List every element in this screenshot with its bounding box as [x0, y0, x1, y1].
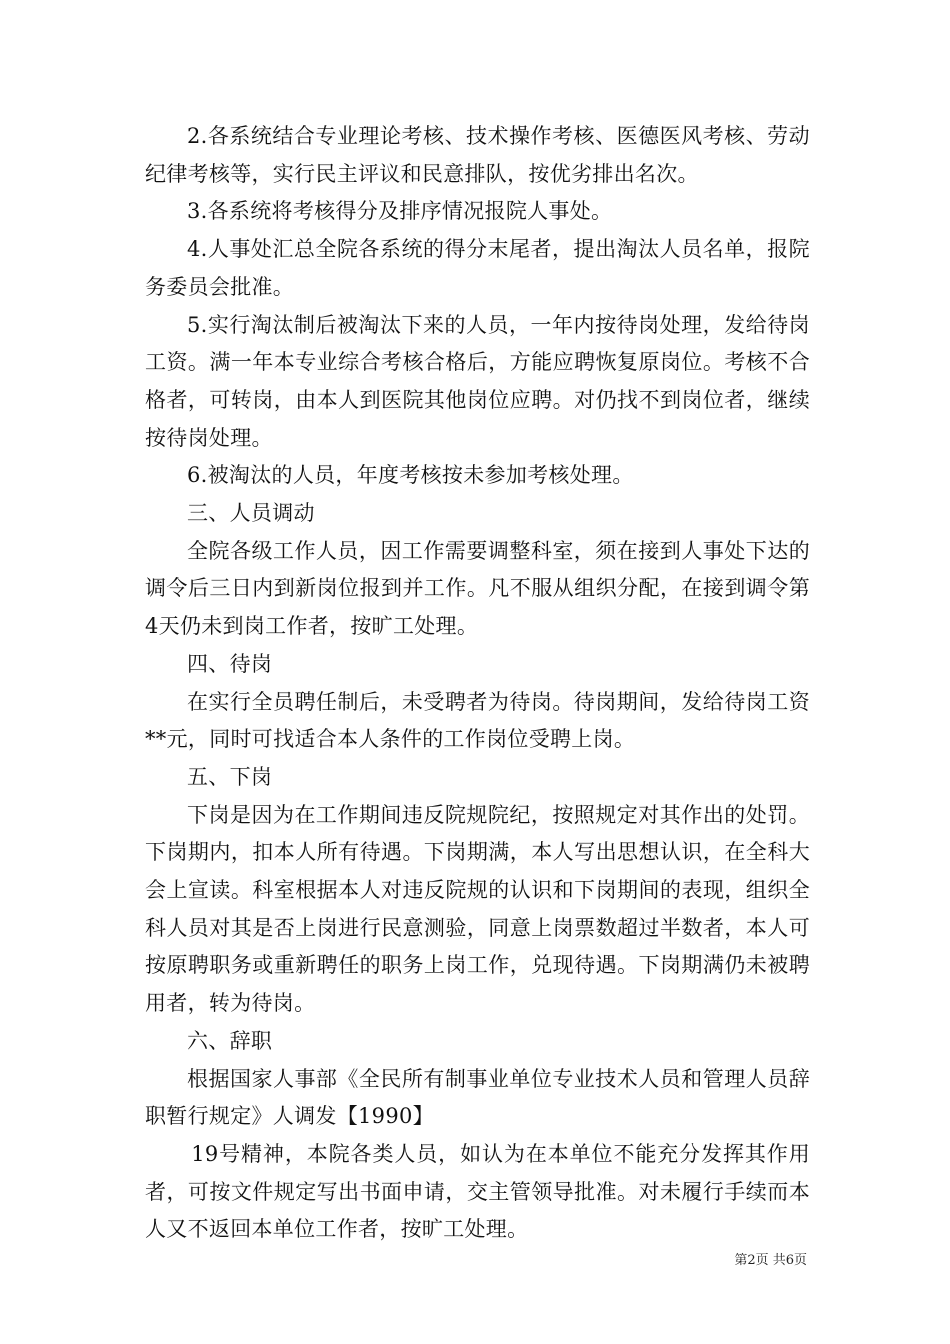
section-heading-resignation: 六、辞职	[187, 1028, 273, 1053]
paragraph-item-3: 3.各系统将考核得分及排序情况报院人事处。	[187, 199, 613, 224]
section-heading-suspension: 五、下岗	[187, 764, 273, 789]
paragraph-item-2: 2.各系统结合专业理论考核、技术操作考核、医德医风考核、劳动纪律考核等，实行民主评议和民意排队，按优劣排出名次。	[145, 124, 810, 186]
paragraph-item-4: 4.人事处汇总全院各系统的得分末尾者，提出淘汰人员名单，报院务委员会批准。	[145, 237, 810, 299]
paragraph-item-6: 6.被淘汰的人员，年度考核按未参加考核处理。	[187, 463, 634, 488]
document-body	[145, 118, 810, 1249]
paragraph-item-5: 5.实行淘汰制后被淘汰下来的人员，一年内按待岗处理，发给待岗工资。满一年本专业综合考核合格后，方能应聘恢复原岗位。考核不合格者，可转岗，由本人到医院其他岗位应聘。对仍找不到岗位者，继续按待岗处理。	[145, 312, 810, 450]
page-number: 第2页 共6页	[734, 1253, 807, 1268]
section-heading-standby: 四、待岗	[187, 651, 273, 676]
paragraph-suspension: 下岗是因为在工作期间违反院规院纪，按照规定对其作出的处罚。下岗期内，扣本人所有待遇。下岗期满，本人写出思想认识，在全科大会上宣读。科室根据本人对违反院规的认识和下岗期间的表现，组织全科人员对其是否上岗进行民意测验，同意上岗票数超过半数者，本人可按原聘职务或重新聘任的职务上岗工作，兑现待遇。下岗期满仍未被聘用者，转为待岗。	[145, 802, 810, 1016]
paragraph-transfer: 全院各级工作人员，因工作需要调整科室，须在接到人事处下达的调令后三日内到新岗位报到并工作。凡不服从组织分配，在接到调令第4天仍未到岗工作者，按旷工处理。	[145, 538, 810, 639]
paragraph-standby: 在实行全员聘任制后，未受聘者为待岗。待岗期间，发给待岗工资**元，同时可找适合本人条件的工作岗位受聘上岗。	[145, 689, 810, 752]
paragraph-resignation-detail: 19号精神，本院各类人员，如认为在本单位不能充分发挥其作用者，可按文件规定写出书面申请，交主管领导批准。对未履行手续而本人又不返回本单位工作者，按旷工处理。	[145, 1141, 810, 1242]
section-heading-transfer: 三、人员调动	[187, 501, 315, 526]
paragraph-resignation-basis: 根据国家人事部《全民所有制事业单位专业技术人员和管理人员辞职暂行规定》人调发【1990】	[145, 1066, 810, 1129]
